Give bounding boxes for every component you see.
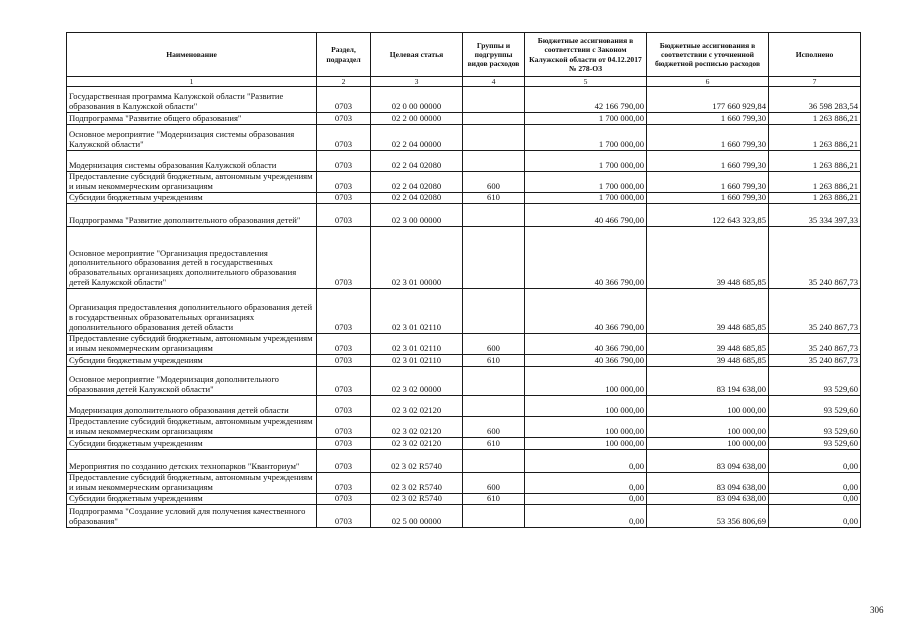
row-law-amount: 100 000,00	[525, 396, 647, 417]
row-target-code: 02 0 00 00000	[371, 87, 463, 113]
row-refined-amount: 83 094 638,00	[647, 494, 769, 505]
row-section: 0703	[317, 172, 371, 193]
row-section: 0703	[317, 151, 371, 172]
row-target-code: 02 2 04 02080	[371, 172, 463, 193]
column-number: 3	[371, 77, 463, 87]
row-expense-group	[463, 113, 525, 125]
table-row	[67, 87, 861, 113]
table-row	[67, 113, 861, 125]
row-name: Субсидии бюджетным учреждениям	[67, 494, 317, 505]
row-law-amount: 40 366 790,00	[525, 227, 647, 289]
row-executed-amount: 35 240 867,73	[769, 227, 861, 289]
table-row	[67, 473, 861, 494]
row-name: Организация предоставления дополнительного образования детей в государственных образовательных организациях дополнительного образования детей области	[67, 289, 317, 334]
table-row	[67, 227, 861, 289]
row-section: 0703	[317, 87, 371, 113]
row-expense-group	[463, 505, 525, 528]
row-refined-amount: 83 094 638,00	[647, 450, 769, 473]
row-name: Предоставление субсидий бюджетным, автономным учреждениям и иным некоммерческим организациям	[67, 473, 317, 494]
row-name: Мероприятия по созданию детских технопарков "Кванториум"	[67, 450, 317, 473]
row-law-amount: 0,00	[525, 473, 647, 494]
col-header-refined: Бюджетные ассигнования в соответствии с уточненной бюджетной росписью расходов	[647, 33, 769, 77]
table-row	[67, 396, 861, 417]
row-refined-amount: 39 448 685,85	[647, 355, 769, 367]
row-target-code: 02 3 01 02110	[371, 289, 463, 334]
row-executed-amount: 35 240 867,73	[769, 355, 861, 367]
row-law-amount: 1 700 000,00	[525, 151, 647, 172]
row-law-amount: 42 166 790,00	[525, 87, 647, 113]
row-name: Субсидии бюджетным учреждениям	[67, 355, 317, 367]
row-section: 0703	[317, 494, 371, 505]
table-row	[67, 367, 861, 396]
row-refined-amount: 177 660 929,84	[647, 87, 769, 113]
row-refined-amount: 1 660 799,30	[647, 172, 769, 193]
column-number: 6	[647, 77, 769, 87]
row-name: Субсидии бюджетным учреждениям	[67, 438, 317, 450]
row-target-code: 02 3 02 02120	[371, 417, 463, 438]
row-refined-amount: 1 660 799,30	[647, 151, 769, 172]
row-expense-group	[463, 450, 525, 473]
row-section: 0703	[317, 227, 371, 289]
column-number-row	[67, 77, 861, 87]
row-law-amount: 100 000,00	[525, 367, 647, 396]
row-expense-group	[463, 289, 525, 334]
row-expense-group	[463, 227, 525, 289]
row-expense-group: 610	[463, 193, 525, 204]
row-law-amount: 1 700 000,00	[525, 125, 647, 151]
column-number: 4	[463, 77, 525, 87]
row-executed-amount: 93 529,60	[769, 417, 861, 438]
row-executed-amount: 0,00	[769, 505, 861, 528]
col-header-section: Раздел, подраздел	[317, 33, 371, 77]
row-section: 0703	[317, 450, 371, 473]
row-section: 0703	[317, 125, 371, 151]
row-section: 0703	[317, 438, 371, 450]
row-executed-amount: 1 263 886,21	[769, 113, 861, 125]
column-number: 5	[525, 77, 647, 87]
table-row	[67, 334, 861, 355]
row-target-code: 02 3 01 00000	[371, 227, 463, 289]
row-name: Основное мероприятие "Модернизация системы образования Калужской области"	[67, 125, 317, 151]
row-executed-amount: 1 263 886,21	[769, 172, 861, 193]
column-number: 1	[67, 77, 317, 87]
row-target-code: 02 3 01 02110	[371, 334, 463, 355]
row-name: Субсидии бюджетным учреждениям	[67, 193, 317, 204]
row-executed-amount: 0,00	[769, 473, 861, 494]
row-section: 0703	[317, 417, 371, 438]
row-name: Основное мероприятие "Организация предоставления дополнительного образования детей в государственных образовательных организациях дополнительного образования детей Калужской области"	[67, 227, 317, 289]
table-row	[67, 355, 861, 367]
row-refined-amount: 100 000,00	[647, 438, 769, 450]
row-target-code: 02 2 04 02080	[371, 151, 463, 172]
row-expense-group	[463, 367, 525, 396]
table-row	[67, 204, 861, 227]
row-law-amount: 100 000,00	[525, 438, 647, 450]
row-target-code: 02 3 02 R5740	[371, 473, 463, 494]
row-name: Основное мероприятие "Модернизация дополнительного образования детей Калужской области"	[67, 367, 317, 396]
table-row	[67, 417, 861, 438]
row-name: Подпрограмма "Развитие общего образования"	[67, 113, 317, 125]
row-refined-amount: 83 194 638,00	[647, 367, 769, 396]
row-executed-amount: 36 598 283,54	[769, 87, 861, 113]
row-law-amount: 0,00	[525, 505, 647, 528]
row-executed-amount: 1 263 886,21	[769, 125, 861, 151]
row-expense-group	[463, 396, 525, 417]
row-section: 0703	[317, 113, 371, 125]
table-row	[67, 289, 861, 334]
row-target-code: 02 3 02 02120	[371, 438, 463, 450]
row-refined-amount: 1 660 799,30	[647, 125, 769, 151]
row-expense-group	[463, 87, 525, 113]
row-target-code: 02 2 04 02080	[371, 193, 463, 204]
row-refined-amount: 122 643 323,85	[647, 204, 769, 227]
row-section: 0703	[317, 334, 371, 355]
row-law-amount: 0,00	[525, 450, 647, 473]
row-name: Государственная программа Калужской области "Развитие образования в Калужской области"	[67, 87, 317, 113]
row-expense-group: 600	[463, 334, 525, 355]
table-row	[67, 193, 861, 204]
row-refined-amount: 1 660 799,30	[647, 113, 769, 125]
row-section: 0703	[317, 396, 371, 417]
col-header-target: Целевая статья	[371, 33, 463, 77]
row-law-amount: 1 700 000,00	[525, 193, 647, 204]
table-row	[67, 172, 861, 193]
row-executed-amount: 93 529,60	[769, 438, 861, 450]
table-row	[67, 450, 861, 473]
budget-table	[66, 32, 861, 528]
row-executed-amount: 93 529,60	[769, 396, 861, 417]
col-header-executed: Исполнено	[769, 33, 861, 77]
row-expense-group	[463, 151, 525, 172]
row-section: 0703	[317, 473, 371, 494]
row-target-code: 02 3 01 02110	[371, 355, 463, 367]
row-target-code: 02 3 02 00000	[371, 367, 463, 396]
page-number: 306	[870, 605, 884, 615]
row-executed-amount: 0,00	[769, 494, 861, 505]
col-header-name: Наименование	[67, 33, 317, 77]
row-executed-amount: 35 334 397,33	[769, 204, 861, 227]
col-header-group: Группы и подгруппы видов расходов	[463, 33, 525, 77]
row-section: 0703	[317, 355, 371, 367]
table-row	[67, 494, 861, 505]
column-number: 7	[769, 77, 861, 87]
row-name: Модернизация дополнительного образования детей области	[67, 396, 317, 417]
row-target-code: 02 3 02 R5740	[371, 494, 463, 505]
row-expense-group: 610	[463, 438, 525, 450]
table-row	[67, 505, 861, 528]
row-name: Подпрограмма "Развитие дополнительного образования детей"	[67, 204, 317, 227]
row-section: 0703	[317, 289, 371, 334]
row-refined-amount: 83 094 638,00	[647, 473, 769, 494]
row-refined-amount: 39 448 685,85	[647, 289, 769, 334]
row-refined-amount: 100 000,00	[647, 417, 769, 438]
row-target-code: 02 5 00 00000	[371, 505, 463, 528]
row-target-code: 02 3 02 02120	[371, 396, 463, 417]
table-row	[67, 151, 861, 172]
row-section: 0703	[317, 505, 371, 528]
row-executed-amount: 35 240 867,73	[769, 289, 861, 334]
row-law-amount: 100 000,00	[525, 417, 647, 438]
row-refined-amount: 39 448 685,85	[647, 334, 769, 355]
row-law-amount: 40 366 790,00	[525, 334, 647, 355]
row-executed-amount: 35 240 867,73	[769, 334, 861, 355]
col-header-law: Бюджетные ассигнования в соответствии с Законом Калужской области от 04.12.2017 № 278-ОЗ	[525, 33, 647, 77]
row-section: 0703	[317, 193, 371, 204]
row-expense-group: 610	[463, 494, 525, 505]
row-target-code: 02 3 02 R5740	[371, 450, 463, 473]
row-refined-amount: 39 448 685,85	[647, 227, 769, 289]
row-name: Модернизация системы образования Калужской области	[67, 151, 317, 172]
row-target-code: 02 3 00 00000	[371, 204, 463, 227]
row-name: Подпрограмма "Создание условий для получения качественного образования"	[67, 505, 317, 528]
row-expense-group: 600	[463, 172, 525, 193]
row-section: 0703	[317, 367, 371, 396]
row-law-amount: 40 366 790,00	[525, 289, 647, 334]
row-law-amount: 40 466 790,00	[525, 204, 647, 227]
row-target-code: 02 2 00 00000	[371, 113, 463, 125]
row-executed-amount: 1 263 886,21	[769, 151, 861, 172]
row-executed-amount: 0,00	[769, 450, 861, 473]
row-refined-amount: 1 660 799,30	[647, 193, 769, 204]
row-law-amount: 0,00	[525, 494, 647, 505]
row-section: 0703	[317, 204, 371, 227]
row-expense-group: 610	[463, 355, 525, 367]
row-law-amount: 40 366 790,00	[525, 355, 647, 367]
column-number: 2	[317, 77, 371, 87]
row-name: Предоставление субсидий бюджетным, автономным учреждениям и иным некоммерческим организациям	[67, 417, 317, 438]
row-name: Предоставление субсидий бюджетным, автономным учреждениям и иным некоммерческим организациям	[67, 334, 317, 355]
row-executed-amount: 93 529,60	[769, 367, 861, 396]
table-row	[67, 125, 861, 151]
row-law-amount: 1 700 000,00	[525, 172, 647, 193]
row-name: Предоставление субсидий бюджетным, автономным учреждениям и иным некоммерческим организациям	[67, 172, 317, 193]
row-target-code: 02 2 04 00000	[371, 125, 463, 151]
row-law-amount: 1 700 000,00	[525, 113, 647, 125]
table-row	[67, 438, 861, 450]
row-executed-amount: 1 263 886,21	[769, 193, 861, 204]
row-expense-group: 600	[463, 473, 525, 494]
row-refined-amount: 53 356 806,69	[647, 505, 769, 528]
row-expense-group: 600	[463, 417, 525, 438]
row-expense-group	[463, 125, 525, 151]
header-row	[67, 33, 861, 77]
row-expense-group	[463, 204, 525, 227]
row-refined-amount: 100 000,00	[647, 396, 769, 417]
